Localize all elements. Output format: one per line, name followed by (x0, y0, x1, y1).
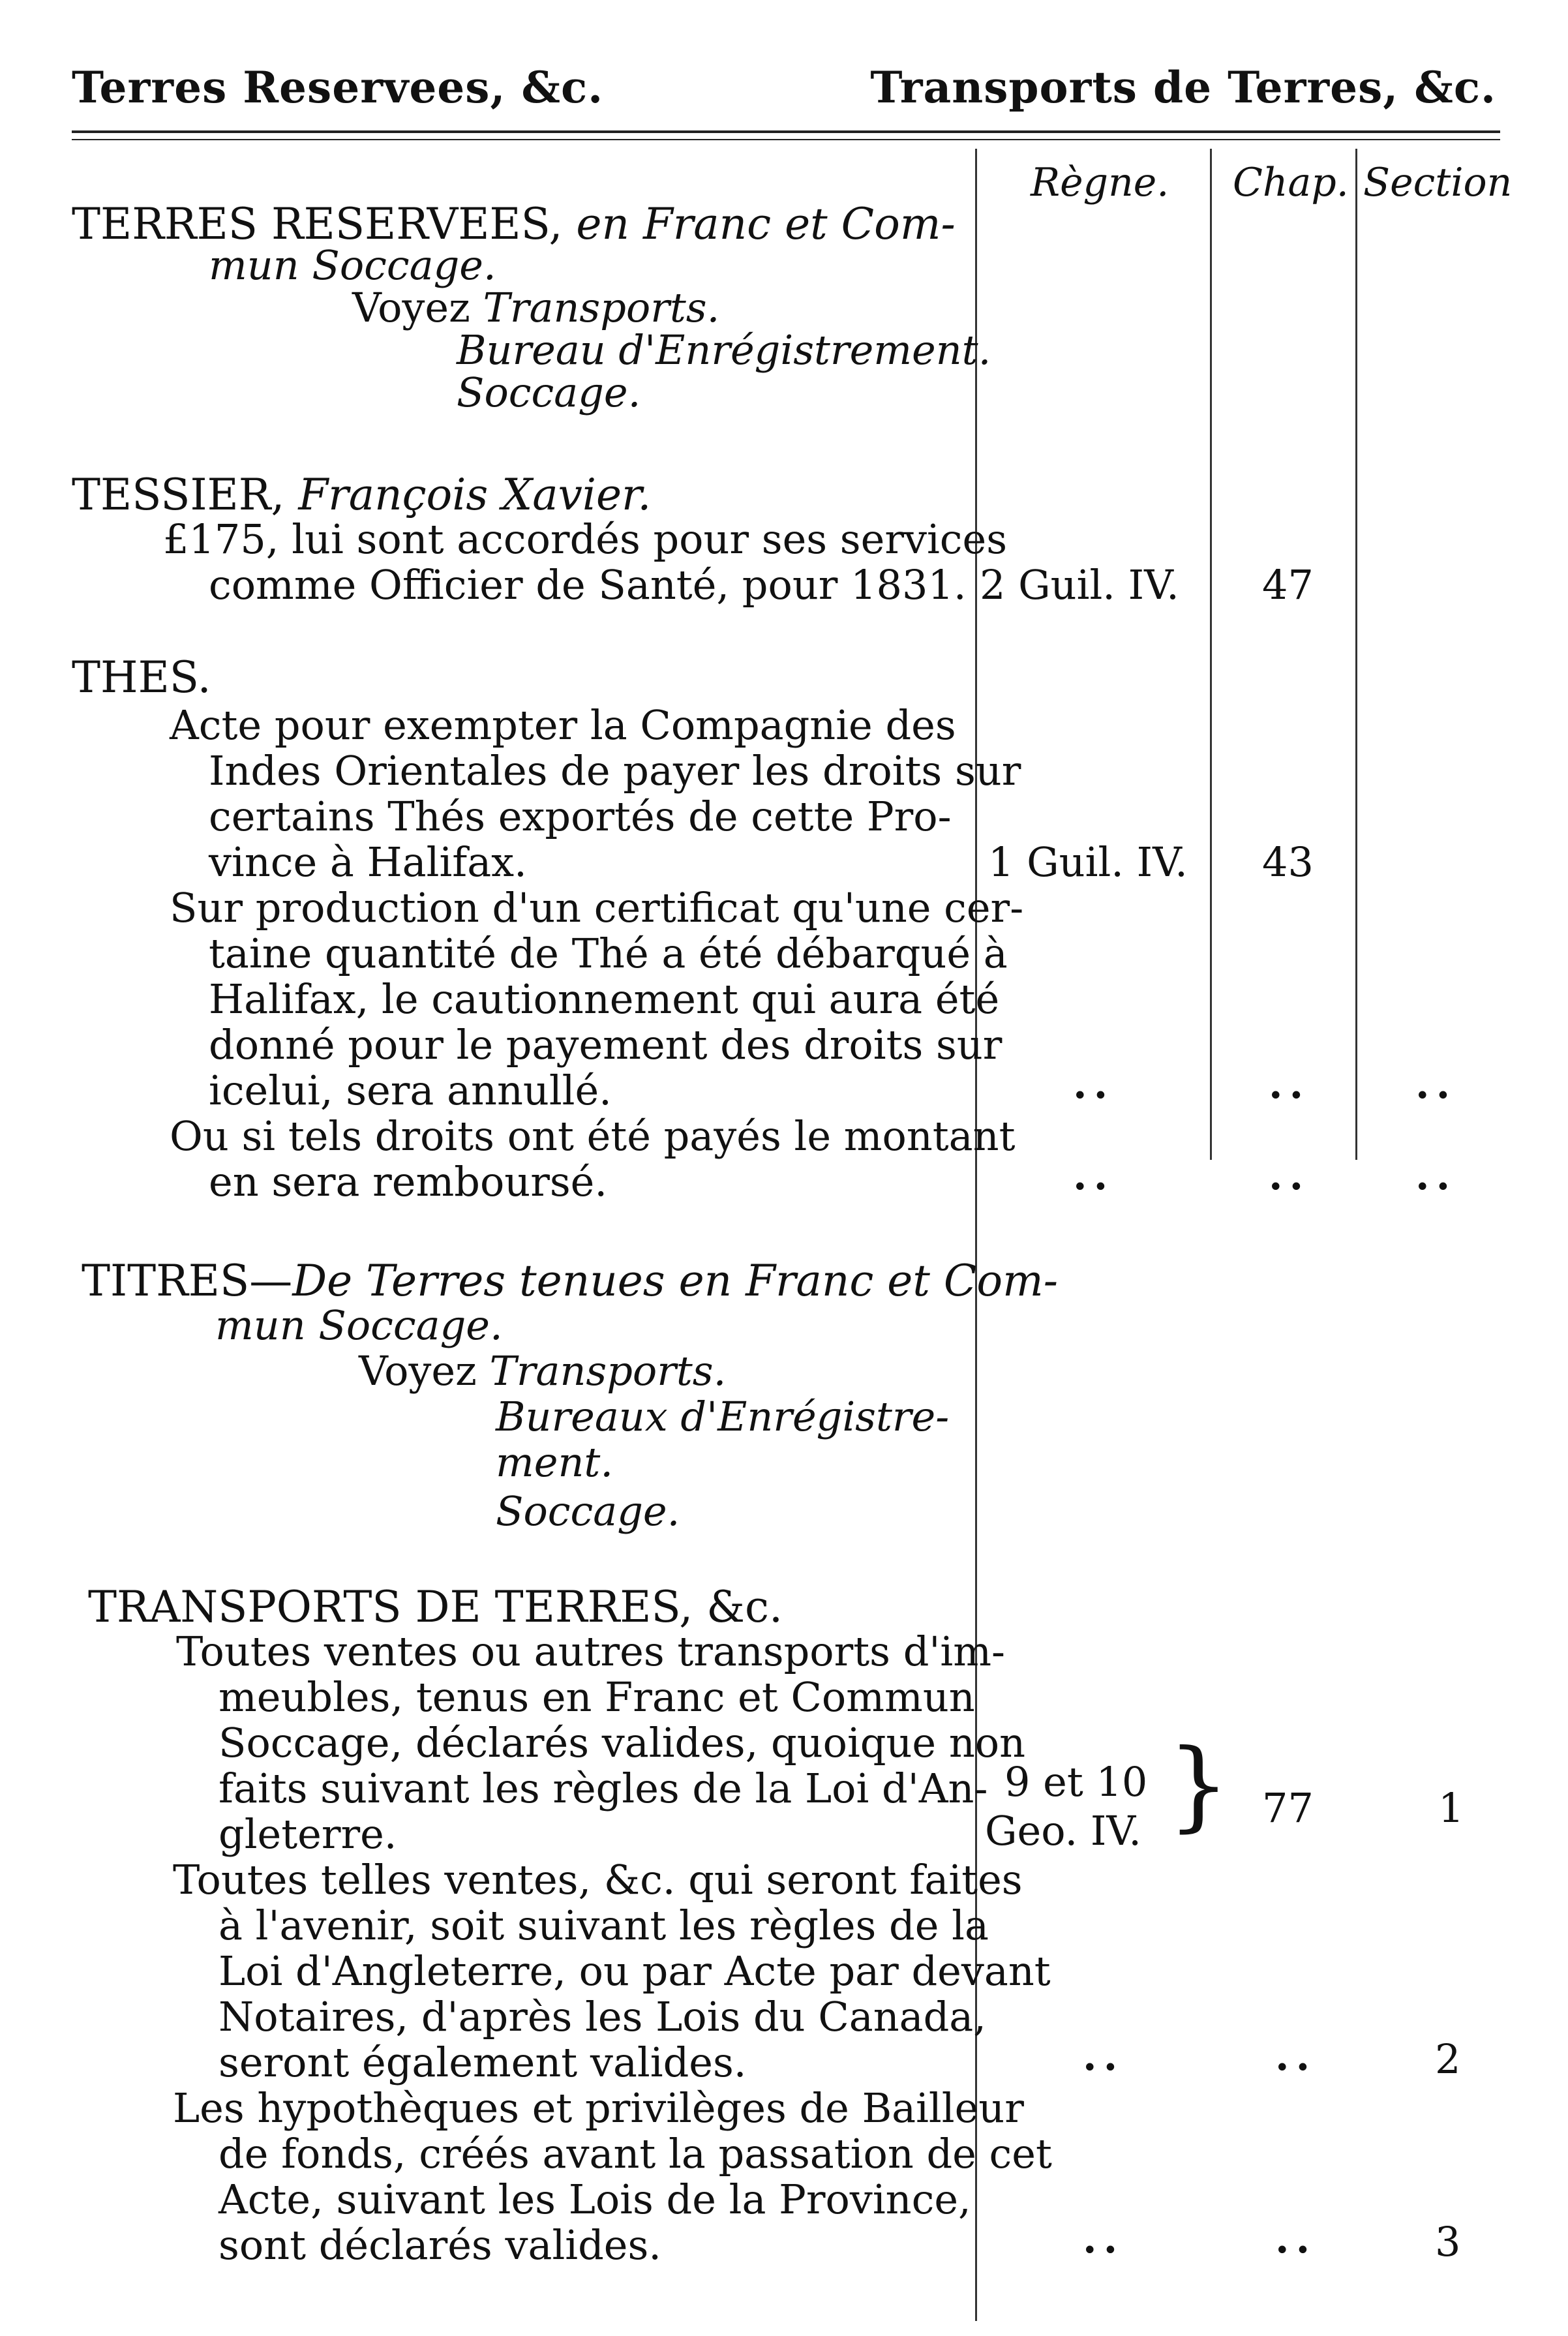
entry-heading-tessier (72, 470, 651, 520)
text-line: icelui, sera annullé. (209, 1067, 612, 1114)
ditto-regne: .. (1083, 2032, 1124, 2080)
chap-cell: 47 (1262, 561, 1314, 609)
entry-heading-terres (72, 199, 956, 249)
text-line: vince à Halifax. (209, 838, 527, 886)
column-header-chap: Chap. (1233, 160, 1349, 205)
text-line: Acte pour exempter la Compagnie des (170, 701, 956, 749)
heading-subtitle: De Terres tenues en Franc et Com- (292, 1256, 1058, 1306)
cross-reference: Soccage. (496, 1487, 680, 1535)
text-line: en sera remboursé. (209, 1158, 608, 1206)
ditto-chap: .. (1275, 2032, 1317, 2080)
text-line: certains Thés exportés de cette Pro- (209, 793, 952, 840)
text-line: donné pour le payement des droits sur (209, 1021, 1003, 1069)
cross-reference: Bureau d'Enrégistrement. (457, 326, 991, 374)
running-head-right: Transports de Terres, &c. (870, 62, 1496, 113)
brace-glyph: } (1168, 1729, 1230, 1842)
text-line: £175, lui sont accordés pour ses services (163, 515, 1008, 563)
text-line: taine quantité de Thé a été débarqué à (209, 930, 1008, 977)
entry-heading-titres (82, 1256, 1058, 1306)
headword: TITRES— (82, 1256, 293, 1306)
ditto-regne: .. (1083, 2215, 1124, 2262)
headword: TRANSPORTS DE TERRES, &c. (88, 1582, 783, 1632)
cross-reference: Soccage. (457, 369, 641, 416)
ditto-regne: .. (1073, 1060, 1115, 1108)
headword: THES. (72, 652, 211, 703)
column-divider-chap (1355, 149, 1357, 1160)
ditto-section: .. (1415, 1151, 1457, 1199)
column-divider-regne (1210, 149, 1212, 1160)
text-line: sont déclarés valides. (219, 2221, 662, 2269)
text-line: Halifax, le cautionnement qui aura été (209, 975, 1000, 1023)
entry-heading-thes (72, 652, 211, 703)
regne-cell: 2 Guil. IV. (980, 561, 1179, 609)
chap-cell: 77 (1262, 1784, 1314, 1832)
ditto-chap: .. (1269, 1151, 1310, 1199)
regne-cell: 9 et 10 (1004, 1758, 1148, 1806)
running-head-left: Terres Reservees, &c. (72, 62, 604, 113)
cross-reference: Voyez Transports. (359, 1347, 727, 1395)
text-line: meubles, tenus en Franc et Commun (219, 1673, 975, 1721)
text-line: Acte, suivant les Lois de la Province, (219, 2176, 971, 2223)
column-header-regne: Règne. (1031, 160, 1169, 205)
text-line: seront également valides. (219, 2039, 747, 2086)
header-rule-thin (72, 139, 1500, 140)
text-line: gleterre. (219, 1810, 397, 1858)
text-line: Notaires, d'après les Lois du Canada, (219, 1993, 986, 2040)
text-line: Ou si tels droits ont été payés le montant (170, 1112, 1016, 1160)
regne-cell: Geo. IV. (985, 1807, 1142, 1855)
heading-subtitle: en Franc et Com- (576, 199, 956, 249)
cross-reference: ment. (496, 1438, 614, 1486)
text-line: Sur production d'un certificat qu'une cer- (170, 884, 1024, 932)
heading-subtitle: François Xavier. (298, 470, 652, 520)
headword: TERRES RESERVEES, (72, 199, 563, 249)
entry-heading-transports (88, 1582, 783, 1632)
ditto-chap: .. (1275, 2215, 1317, 2262)
cross-reference: Voyez Transports. (352, 284, 720, 331)
section-cell: 3 (1435, 2218, 1461, 2266)
regne-cell: 1 Guil. IV. (988, 838, 1188, 886)
headword: TESSIER, (72, 470, 285, 520)
section-cell: 1 (1438, 1784, 1464, 1832)
cross-reference: Bureaux d'Enrégistre- (496, 1393, 950, 1440)
text-line: mun Soccage. (209, 241, 496, 289)
text-line: Toutes telles ventes, &c. qui seront faites (173, 1856, 1023, 1904)
ditto-chap: .. (1269, 1060, 1310, 1108)
chap-cell: 43 (1262, 838, 1314, 886)
text-line: de fonds, créés avant la passation de cet (219, 2130, 1052, 2177)
ditto-regne: .. (1073, 1151, 1115, 1199)
ditto-section: .. (1415, 1060, 1457, 1108)
section-cell: 2 (1435, 2035, 1461, 2083)
text-line: Toutes ventes ou autres transports d'im- (176, 1628, 1005, 1675)
text-line: Soccage, déclarés valides, quoique non (219, 1719, 1026, 1767)
text-line: comme Officier de Santé, pour 1831. (209, 561, 967, 609)
header-rule (72, 130, 1500, 133)
text-line: Les hypothèques et privilèges de Bailleur (173, 2084, 1024, 2132)
text-line: faits suivant les règles de la Loi d'An- (219, 1765, 988, 1812)
column-header-section: Section (1363, 160, 1513, 205)
text-line: Loi d'Angleterre, ou par Acte par devant (219, 1947, 1051, 1995)
text-line: Indes Orientales de payer les droits sur (209, 747, 1021, 795)
text-line: à l'avenir, soit suivant les règles de la (219, 1902, 989, 1949)
text-line: mun Soccage. (215, 1301, 503, 1349)
